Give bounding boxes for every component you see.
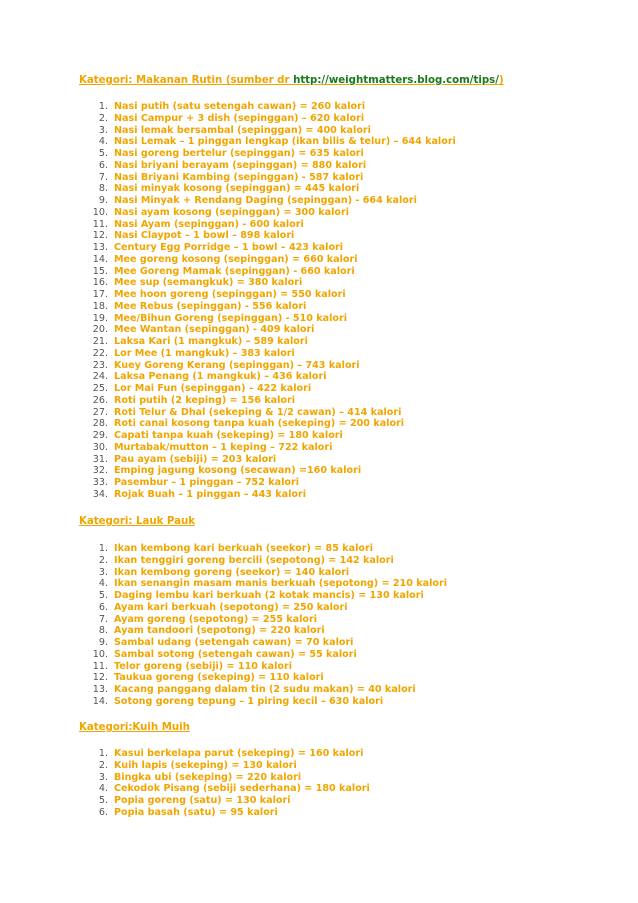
list-item-text: Laksa Kari (1 mangkuk) – 589 kalori: [114, 336, 308, 347]
list-item-text: Ayam kari berkuah (sepotong) = 250 kalori: [114, 601, 348, 613]
list-item-number: 12.: [92, 230, 108, 242]
list-item-number: 19.: [92, 312, 108, 324]
list-item-number: 16.: [92, 277, 108, 289]
list-item-text: Pau ayam (sebiji) = 203 kalori: [114, 453, 277, 465]
list-item-number: 6.: [98, 601, 108, 613]
list-item-number: 9.: [98, 637, 108, 648]
list-item-text: Ikan kembong kari berkuah (seekor) = 85 kalori: [114, 543, 373, 554]
list-item-text: Mee hoon goreng (sepinggan) = 550 kalori: [114, 289, 346, 300]
list-item-text: Century Egg Porridge – 1 bowl – 423 kalori: [114, 242, 344, 253]
list-item-number: 1.: [98, 748, 108, 759]
list-item-text: Ayam tandoori (sepotong) = 220 kalori: [114, 625, 325, 637]
list-item-number: 15.: [92, 265, 108, 277]
list-item-text: Nasi Claypot – 1 bowl – 898 kalori: [114, 230, 295, 242]
list-item-text: Nasi minyak kosong (sepinggan) = 445 kalori: [114, 183, 360, 195]
list-item-text: Sotong goreng tepung – 1 piring kecil – 630 kalori: [114, 695, 384, 707]
list-item-text: Ikan senangin masam manis berkuah (sepotong) = 210 kalori: [114, 578, 448, 590]
list-item-number: 33.: [92, 477, 108, 488]
list-item-number: 7.: [98, 171, 108, 183]
list-item-number: 14.: [92, 695, 108, 707]
list-item-number: 18.: [92, 300, 108, 312]
list-item-number: 6.: [98, 159, 108, 171]
list-item-text: Sambal udang (setengah cawan) = 70 kalori: [114, 637, 354, 648]
list-item-text: Kacang panggang dalam tin (2 sudu makan) = 40 kalori: [114, 684, 416, 695]
list-item-text: Emping jagung kosong (secawan) =160 kalori: [114, 465, 362, 477]
list-item-text: Daging lembu kari berkuah (2 kotak mancis) = 130 kalori: [114, 590, 424, 601]
list-item-number: 4.: [98, 783, 108, 795]
list-item-number: 2.: [98, 554, 108, 566]
list-item-number: 20.: [92, 324, 108, 336]
list-item-text: Kasui berkelapa parut (sekeping) = 160 kalori: [114, 748, 364, 759]
list-item-text: Capati tanpa kuah (sekeping) = 180 kalori: [114, 430, 343, 441]
list-item-number: 2.: [98, 112, 108, 124]
list-item-text: Popia goreng (satu) = 130 kalori: [114, 795, 291, 806]
list-item-text: Mee Wantan (sepinggan) - 409 kalori: [114, 324, 315, 336]
list-item-text: Lor Mee (1 mangkuk) – 383 kalori: [114, 347, 295, 359]
list-item-number: 10.: [92, 648, 108, 660]
list-item-text: Mee sup (semangkuk) = 380 kalori: [114, 277, 303, 289]
list-item-text: Murtabak/mutton – 1 keping – 722 kalori: [114, 441, 333, 453]
list-item-text: Nasi Campur + 3 dish (sepinggan) – 620 kalori: [114, 112, 365, 124]
list-item-number: 6.: [98, 806, 108, 818]
list-item-number: 24.: [92, 371, 108, 383]
list-item-number: 10.: [92, 206, 108, 218]
list-item-number: 27.: [92, 406, 108, 418]
list-item-number: 17.: [92, 289, 108, 300]
list-item-number: 14.: [92, 253, 108, 265]
list-item-text: Popia basah (satu) = 95 kalori: [114, 806, 278, 818]
list-item-number: 5.: [98, 590, 108, 601]
list-item-number: 21.: [92, 336, 108, 347]
list-item-text: Nasi ayam kosong (sepinggan) = 300 kalori: [114, 206, 349, 218]
list-item-number: 5.: [98, 148, 108, 159]
list-item-number: 25.: [92, 383, 108, 394]
list-item-number: 2.: [98, 759, 108, 771]
section-heading-lauk-pauk: [79, 516, 195, 528]
list-item-text: Roti canai kosong tanpa kuah (sekeping) = 200 kalori: [114, 418, 405, 430]
list-item-text: Pasembur – 1 pinggan – 752 kalori: [114, 477, 300, 488]
list-item-number: 7.: [98, 613, 108, 625]
heading-text: Kategori:Kuih Muih: [79, 722, 190, 733]
heading-text: Kategori: Lauk Pauk: [79, 516, 196, 527]
list-item-text: Kuey Goreng Kerang (sepinggan) – 743 kalori: [114, 359, 360, 371]
list-item-number: 31.: [92, 453, 108, 465]
list-item-number: 13.: [92, 242, 108, 253]
list-item-number: 11.: [92, 218, 108, 230]
list-item-text: Nasi goreng bertelur (sepinggan) = 635 kalori: [114, 148, 364, 159]
list-item-number: 13.: [92, 684, 108, 695]
list-item-text: Kuih lapis (sekeping) = 130 kalori: [114, 759, 297, 771]
list-item-text: Nasi briyani berayam (sepinggan) = 880 kalori: [114, 159, 367, 171]
list-item-text: Lor Mai Fun (sepinggan) – 422 kalori: [114, 383, 312, 394]
section-heading-makanan-rutin: [79, 75, 504, 87]
list-item-number: 1.: [98, 101, 108, 112]
list-item-text: Roti Telur & Dhal (sekeping & 1/2 cawan) – 414 kalori: [114, 406, 402, 418]
list-item-number: 23.: [92, 359, 108, 371]
list-item-number: 28.: [92, 418, 108, 430]
list-item-text: Taukua goreng (sekeping) = 110 kalori: [114, 672, 324, 684]
list-item-text: Ayam goreng (sepotong) = 255 kalori: [114, 613, 318, 625]
list-item-text: Mee/Bihun Goreng (sepinggan) - 510 kalori: [114, 312, 348, 324]
list-item-text: Nasi Lemak – 1 pinggan lengkap (ikan bilis & telur) – 644 kalori: [114, 136, 456, 148]
list-item-text: Mee goreng kosong (sepinggan) = 660 kalori: [114, 253, 358, 265]
list-item-text: Roti putih (2 keping) = 156 kalori: [114, 394, 296, 406]
list-item-number: 4.: [98, 136, 108, 148]
list-item-number: 3.: [98, 771, 108, 783]
list-item-number: 3.: [98, 124, 108, 136]
list-item-number: 26.: [92, 394, 108, 406]
list-item-number: 8.: [98, 625, 108, 637]
heading-text: Kategori: Makanan Rutin (sumber dr: [79, 75, 294, 86]
list-item-number: 9.: [98, 195, 108, 206]
list-item-number: 22.: [92, 347, 108, 359]
list-item-number: 3.: [98, 566, 108, 578]
list-item-number: 29.: [92, 430, 108, 441]
source-link[interactable]: http://weightmatters.blog.com/tips/: [293, 75, 499, 86]
list-item-text: Sambal sotong (setengah cawan) = 55 kalori: [114, 648, 357, 660]
list-item-text: Nasi Minyak + Rendang Daging (sepinggan) - 664 kalori: [114, 195, 417, 206]
list-item-text: Cekodok Pisang (sebiji sederhana) = 180 kalori: [114, 783, 370, 795]
list-item-number: 34.: [92, 488, 108, 500]
list-item-text: Rojak Buah – 1 pinggan – 443 kalori: [114, 488, 307, 500]
list-item-text: Bingka ubi (sekeping) = 220 kalori: [114, 771, 302, 783]
list-item-number: 5.: [98, 795, 108, 806]
list-item-text: Ikan kembong goreng (seekor) = 140 kalori: [114, 566, 350, 578]
list-item-number: 1.: [98, 543, 108, 554]
section-heading-kuih-muih: [79, 722, 190, 734]
list-item-text: Mee Rebus (sepinggan) - 556 kalori: [114, 300, 307, 312]
list-item-text: Nasi putih (satu setengah cawan) = 260 kalori: [114, 101, 366, 112]
list-item-text: Mee Goreng Mamak (sepinggan) - 660 kalori: [114, 265, 355, 277]
list-item-number: 12.: [92, 672, 108, 684]
list-item-text: Telor goreng (sebiji) = 110 kalori: [114, 660, 293, 672]
list-item-number: 11.: [92, 660, 108, 672]
list-item-number: 30.: [92, 441, 108, 453]
list-item-text: Nasi lemak bersambal (sepinggan) = 400 kalori: [114, 124, 371, 136]
list-item-number: 32.: [92, 465, 108, 477]
list-item-text: Nasi Briyani Kambing (sepinggan) - 587 kalori: [114, 171, 364, 183]
list-item-number: 8.: [98, 183, 108, 195]
list-item-text: Ikan tenggiri goreng bercili (sepotong) = 142 kalori: [114, 554, 394, 566]
list-item-text: Laksa Penang (1 mangkuk) – 436 kalori: [114, 371, 327, 383]
list-item-number: 4.: [98, 578, 108, 590]
list-item-text: Nasi Ayam (sepinggan) - 600 kalori: [114, 218, 304, 230]
heading-suffix: ): [498, 75, 504, 86]
